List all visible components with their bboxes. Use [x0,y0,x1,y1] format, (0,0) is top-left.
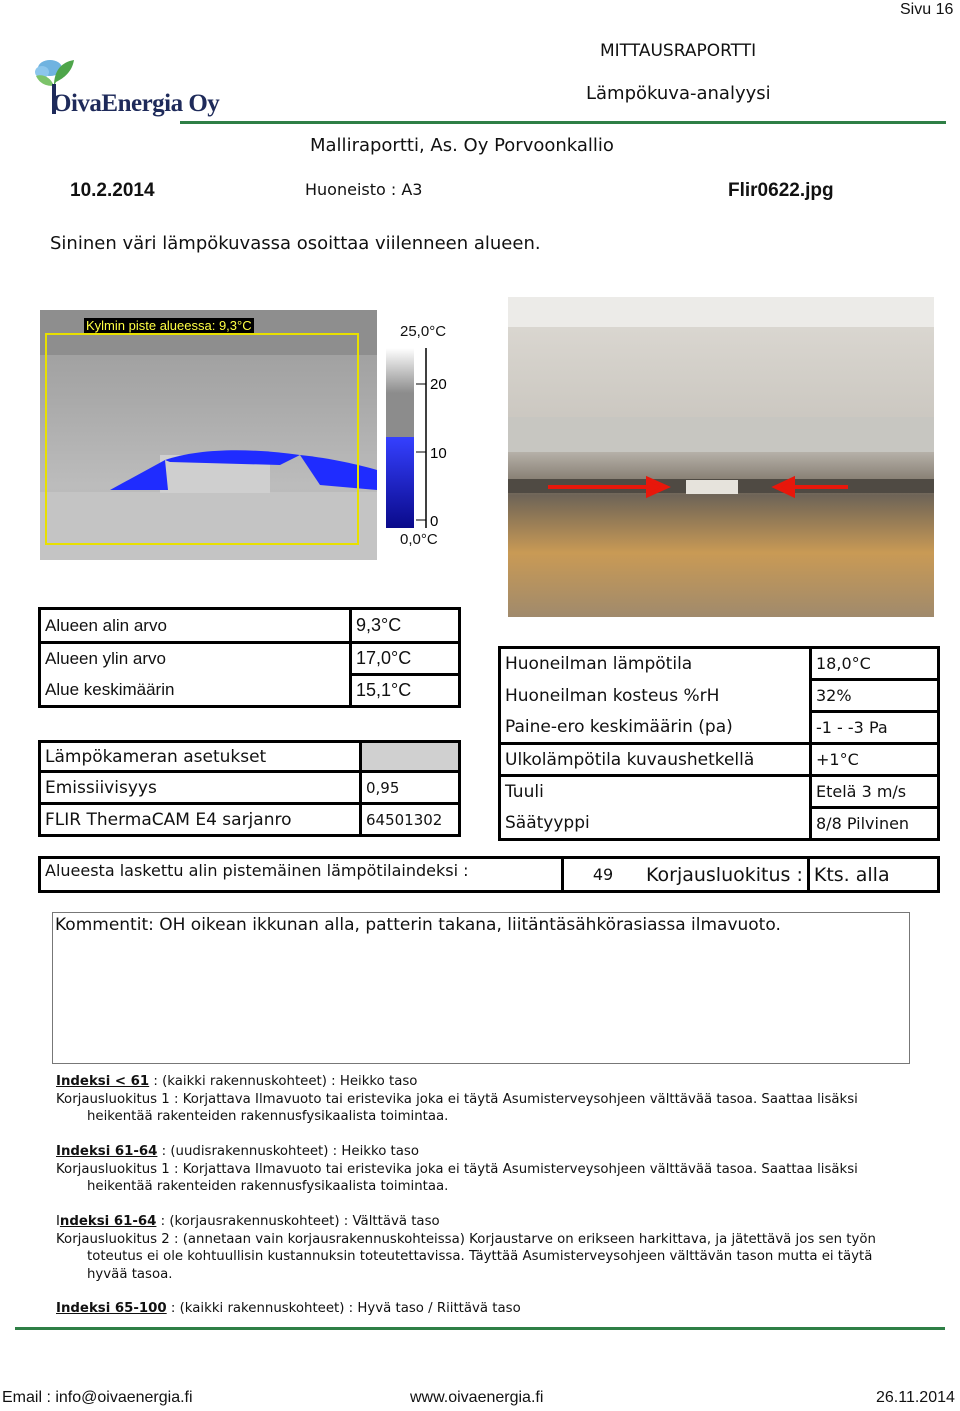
condition-label: Tuuli [500,776,811,808]
condition-value: 32% [811,680,939,712]
temperature-scale [386,348,456,528]
legend-line: heikentää rakenteiden rakennusfysikaalista toimintaa. [87,1109,449,1124]
footer-divider [15,1327,945,1330]
legend-index-desc: : (kaikki rakennuskohteet) : Heikko taso [149,1074,418,1089]
cold-point-label: Kylmin piste alueessa: 9,3°C [86,318,252,333]
legend-index-title: Indeksi < 61 [56,1074,150,1089]
legend-line: Korjausluokitus 2 : (annetaan vain korjausrakennuskohteissa) Korjaustarve on erikseen harkittava, ja jätettävä jos sen työn [56,1231,876,1247]
condition-value: -1 - -3 Pa [811,712,939,744]
report-title: MITTAUSRAPORTTI [600,41,757,61]
legend-index-desc: : (korjausrakennuskohteet) : Välttävä taso [156,1214,440,1229]
report-date: 10.2.2014 [70,180,155,201]
company-name: OivaEnergia Oy [52,90,220,117]
area-min-value: 9,3°C [351,609,460,643]
footer-date: 26.11.2014 [876,1389,955,1406]
color-note: Sininen väri lämpökuvassa osoittaa viilenneen alueen. [50,233,541,254]
comments-text: Kommentit: OH oikean ikkunan alla, patterin takana, liitäntäsähkörasiassa ilmavuoto. [55,915,781,935]
condition-label: Ulkolämpötila kuvaushetkellä [500,744,811,776]
legend-line: Korjausluokitus 1 : Korjattava Ilmavuoto tai eristevika joka ei täytä Asumisterveysohjeen välttävää tasoa. Saattaa lisäksi [56,1091,858,1107]
condition-label: Säätyyppi [500,808,811,840]
condition-value: 8/8 Pilvinen [811,808,939,840]
header-divider [180,121,946,124]
area-avg-label: Alue keskimäärin [40,675,351,707]
correction-class-label: Korjausluokitus : [642,858,808,892]
condition-label: Huoneilman lämpötila [500,648,811,680]
legend-index-desc: : (uudisrakennuskohteet) : Heikko taso [157,1144,419,1159]
camera-serial-value: 64501302 [361,804,460,836]
legend-line: toteutus ei ole kohtuullisin kustannuksin toteutettavissa. Täyttää Asumisterveysohjeen välttävän tason mutta ei täytä [87,1249,873,1264]
legend-item [56,1300,521,1318]
footer-website: www.oivaenergia.fi [410,1389,544,1406]
camera-settings-table [38,740,461,837]
thermal-image [40,310,377,560]
condition-label: Paine-ero keskimäärin (pa) [500,712,811,744]
image-filename: Flir0622.jpg [728,180,834,201]
camera-settings-header: Lämpökameran asetukset [40,742,361,772]
emissivity-value: 0,95 [361,772,460,804]
legend-index-desc: : (kaikki rakennuskohteet) : Hyvä taso / Riittävä taso [166,1301,521,1316]
condition-value: 18,0°C [811,648,939,680]
legend-item [56,1213,876,1283]
index-table [38,856,940,893]
condition-label: Huoneilman kosteus %rH [500,680,811,712]
legend-index-title: Indeksi 61-64 [56,1144,158,1159]
area-values-table [38,607,461,708]
legend-line: heikentää rakenteiden rakennusfysikaalista toimintaa. [87,1179,449,1194]
area-max-value: 17,0°C [351,643,460,675]
area-max-label: Alueen ylin arvo [40,643,351,675]
room-label: Huoneisto : A3 [305,180,423,199]
legend-index-title: Indeksi 65-100 [56,1301,167,1316]
index-label: Alueesta laskettu alin pistemäinen lämpötilaindeksi : [40,858,563,892]
camera-serial-label: FLIR ThermaCAM E4 sarjanro [40,804,361,836]
condition-value: Etelä 3 m/s [811,776,939,808]
condition-value: +1°C [811,744,939,776]
camera-settings-empty-cell [361,742,460,772]
scale-tick-10: 10 [430,445,447,462]
footer-email: Email : info@oivaenergia.fi [2,1389,193,1406]
comments-box [52,912,910,1064]
report-subtitle: Lämpökuva-analyysi [586,83,771,104]
legend-line: hyvää tasoa. [87,1266,173,1282]
legend-index-title: ndeksi 61-64 [59,1214,157,1229]
legend-index-prefix: I [56,1214,60,1229]
scale-min-label: 0,0°C [400,531,438,548]
visual-photo [508,297,934,617]
scale-tick-0: 0 [430,513,439,528]
scale-max-label: 25,0°C [400,323,447,340]
page-number: Sivu 16 [900,1,954,18]
index-value: 49 [563,858,643,892]
legend-item [56,1073,858,1126]
area-min-label: Alueen alin arvo [40,609,351,643]
legend-item [56,1143,858,1196]
correction-class-value: Kts. alla [808,858,938,892]
report-name: Malliraportti, As. Oy Porvoonkallio [310,135,614,156]
conditions-table [498,646,940,841]
area-avg-value: 15,1°C [351,675,460,707]
legend-line: Korjausluokitus 1 : Korjattava Ilmavuoto tai eristevika joka ei täytä Asumisterveysohjeen välttävää tasoa. Saattaa lisäksi [56,1161,858,1177]
scale-tick-20: 20 [430,376,447,393]
emissivity-label: Emissiivisyys [40,772,361,804]
